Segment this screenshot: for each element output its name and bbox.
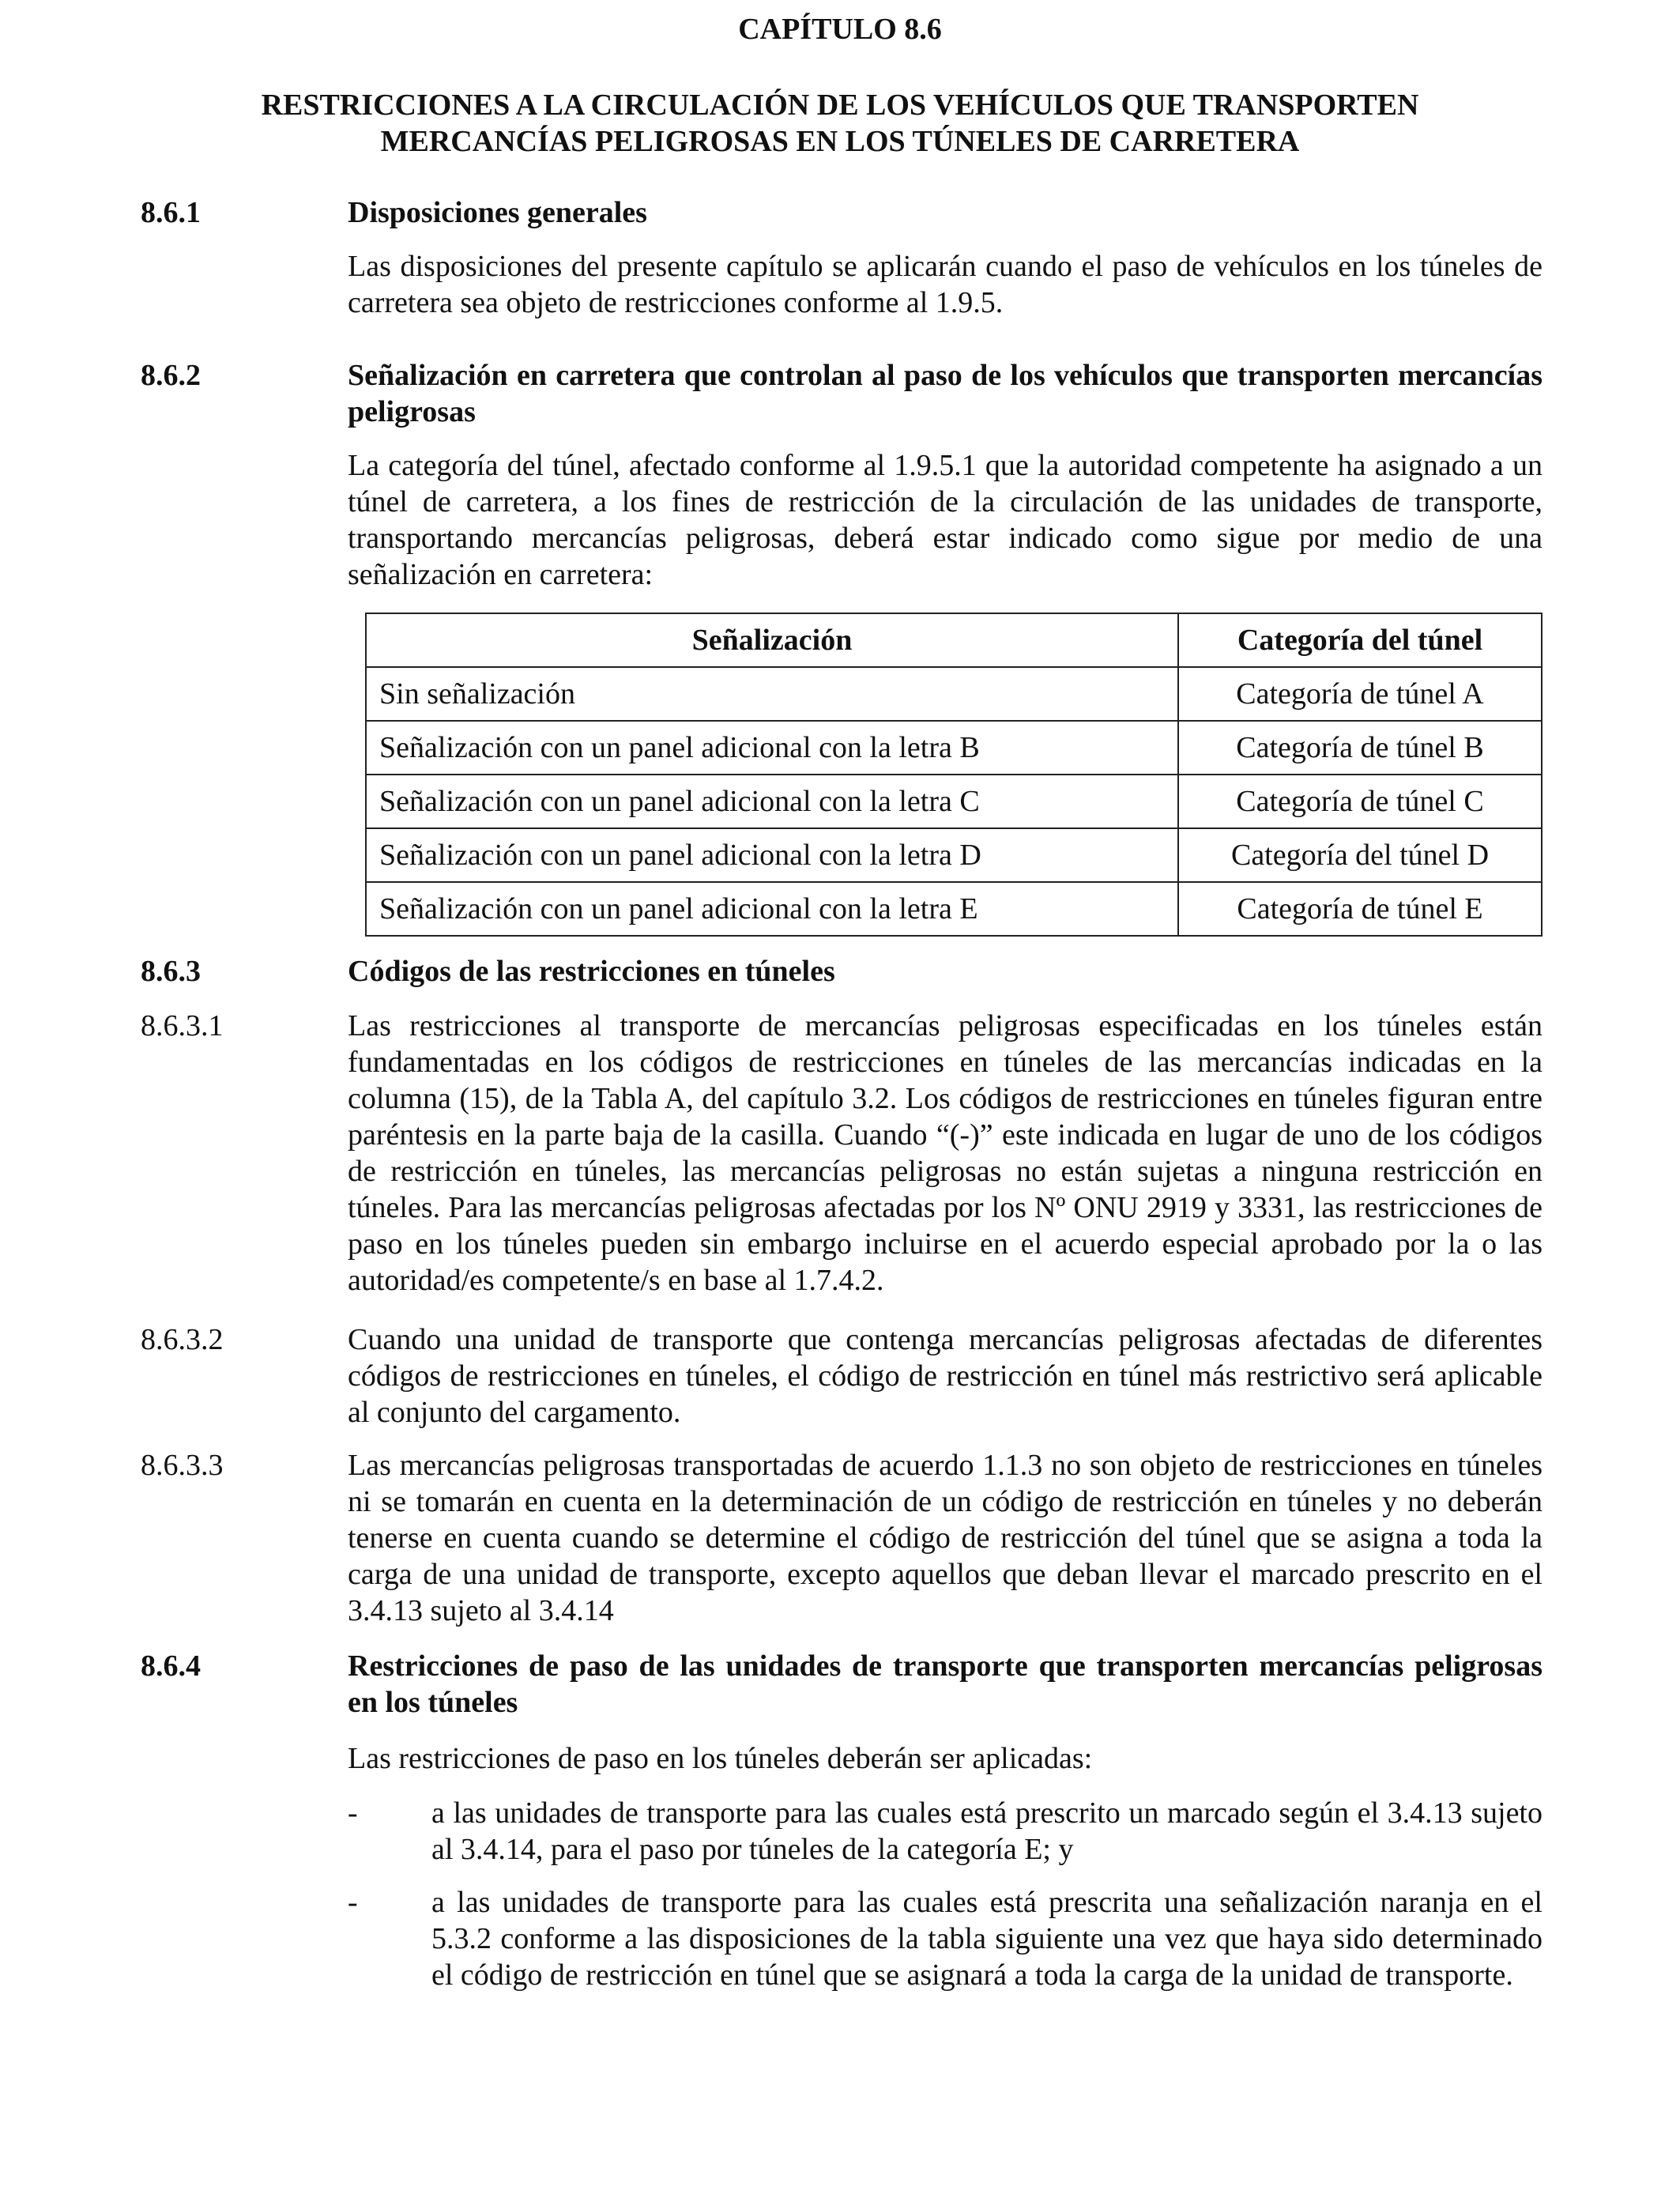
paragraph-number-8632: 8.6.3.2 xyxy=(141,1323,224,1356)
section-intro-864: Las restricciones de paso en los túneles deberán ser aplicadas: xyxy=(348,1742,1093,1775)
table-cell-senalizacion: Señalización con un panel adicional con la letra B xyxy=(366,721,1178,775)
paragraph-text-8632: Cuando una unidad de transporte que contenga mercancías peligrosas afectadas de diferentes códigos de restricciones en túneles, el código de restricción en túnel más restrictivo será aplicable al conjunto del cargamento. xyxy=(348,1323,1543,1429)
chapter-subtitle-line-1: RESTRICCIONES A LA CIRCULACIÓN DE LOS VEHÍCULOS QUE TRANSPORTEN xyxy=(261,89,1419,122)
table-row xyxy=(366,721,1542,775)
paragraph-number-8631: 8.6.3.1 xyxy=(141,1009,224,1042)
section-number-861: 8.6.1 xyxy=(141,196,201,229)
table-header-categoria: Categoría del túnel xyxy=(1178,613,1542,667)
paragraph-number-8633: 8.6.3.3 xyxy=(141,1449,224,1482)
section-number-863: 8.6.3 xyxy=(141,955,201,988)
table-row xyxy=(366,882,1542,936)
section-heading-864: Restricciones de paso de las unidades de transporte que transporten mercancías peligrosas en los túneles xyxy=(348,1649,1543,1719)
section-text-862: La categoría del túnel, afectado conforme al 1.9.5.1 que la autoridad competente ha asignado a un túnel de carretera, a los fines de restricción de la circulación de las unidades de transporte, transportando mercancías peligrosas, deberá estar indicado como sigue por medio de una señalización en carretera: xyxy=(348,449,1543,591)
paragraph-text-8633: Las mercancías peligrosas transportadas de acuerdo 1.1.3 no son objeto de restricciones en túneles ni se tomarán en cuenta en la determinación de un código de restricción en túneles y no deberán tenerse en cuenta cuando se determine el código de restricción del túnel que se asigna a toda la carga de una unidad de transporte, excepto aquellos que deban llevar el marcado prescrito en el 3.4.13 sujeto al 3.4.14 xyxy=(348,1449,1543,1627)
table-row xyxy=(366,775,1542,828)
table-header-row xyxy=(366,613,1542,667)
table-cell-categoria: Categoría del túnel D xyxy=(1178,828,1542,882)
table-cell-senalizacion: Sin señalización xyxy=(366,667,1178,721)
table-row xyxy=(366,667,1542,721)
chapter-title: CAPÍTULO 8.6 xyxy=(738,13,942,46)
table-row xyxy=(366,828,1542,882)
table-cell-categoria: Categoría de túnel A xyxy=(1178,667,1542,721)
paragraph-text-8631: Las restricciones al transporte de mercancías peligrosas especificadas en los túneles están fundamentadas en los códigos de restricciones en túneles de las mercancías indicadas en la columna (15), de la Tabla A, del capítulo 3.2. Los códigos de restricciones en túneles figuran entre paréntesis en la parte baja de la casilla. Cuando “(-)” este indicada en lugar de uno de los códigos de restricción en túneles, las mercancías peligrosas no están sujetas a ninguna restricción en túneles. Para las mercancías peligrosas afectadas por los Nº ONU 2919 y 3331, las restricciones de paso en los túneles pueden sin embargo incluirse en el acuerdo especial aprobado por la o las autoridad/es competente/s en base al 1.7.4.2. xyxy=(348,1009,1543,1297)
table-cell-senalizacion: Señalización con un panel adicional con la letra D xyxy=(366,828,1178,882)
section-number-864: 8.6.4 xyxy=(141,1649,201,1683)
table-cell-categoria: Categoría de túnel E xyxy=(1178,882,1542,936)
section-heading-863: Códigos de las restricciones en túneles xyxy=(348,955,835,988)
table-header-senalizacion: Señalización xyxy=(366,613,1178,667)
section-text-861: Las disposiciones del presente capítulo se aplicarán cuando el paso de vehículos en los túneles de carretera sea objeto de restricciones conforme al 1.9.5. xyxy=(348,250,1543,319)
table-cell-senalizacion: Señalización con un panel adicional con la letra C xyxy=(366,775,1178,828)
signalling-table xyxy=(365,613,1543,937)
bullet-mark: - xyxy=(348,1886,358,1919)
section-number-862: 8.6.2 xyxy=(141,359,201,392)
chapter-subtitle-line-2: MERCANCÍAS PELIGROSAS EN LOS TÚNELES DE CARRETERA xyxy=(380,125,1300,158)
section-heading-862: Señalización en carretera que controlan al paso de los vehículos que transporten mercancías peligrosas xyxy=(348,359,1543,428)
bullet-mark: - xyxy=(348,1796,358,1830)
table-cell-categoria: Categoría de túnel C xyxy=(1178,775,1542,828)
list-item: a las unidades de transporte para las cuales está prescrita una señalización naranja en el 5.3.2 conforme a las disposiciones de la tabla siguiente una vez que haya sido determinado el código de restricción en túnel que se asignará a toda la carga de la unidad de transporte. xyxy=(431,1886,1543,1992)
section-heading-861: Disposiciones generales xyxy=(348,196,647,229)
table-cell-senalizacion: Señalización con un panel adicional con la letra E xyxy=(366,882,1178,936)
list-item: a las unidades de transporte para las cuales está prescrito un marcado según el 3.4.13 sujeto al 3.4.14, para el paso por túneles de la categoría E; y xyxy=(431,1796,1543,1866)
table-cell-categoria: Categoría de túnel B xyxy=(1178,721,1542,775)
